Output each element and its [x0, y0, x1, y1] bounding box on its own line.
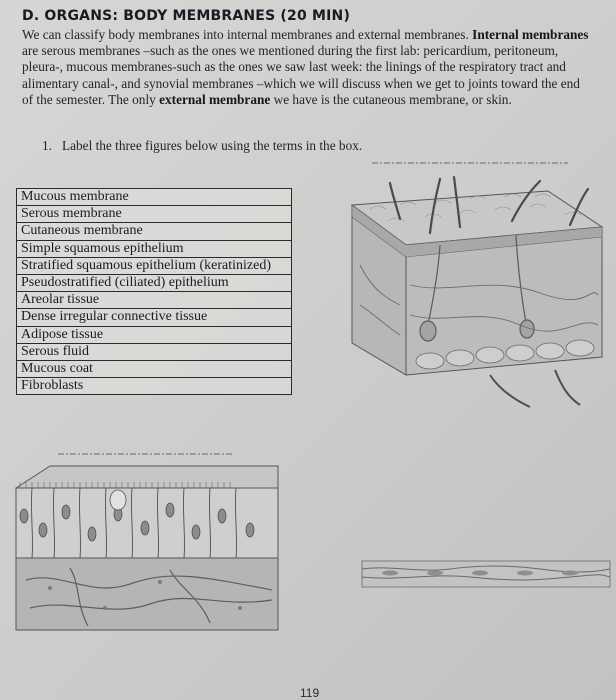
squamous-figure	[360, 555, 612, 595]
term-item: Dense irregular connective tissue	[17, 309, 291, 326]
intro-bold-external: external membrane	[159, 91, 271, 107]
term-item: Pseudostratified (ciliated) epithelium	[17, 275, 291, 292]
term-item: Serous fluid	[17, 344, 291, 361]
intro-bold-internal: Internal membranes	[472, 27, 589, 42]
skin-figure	[340, 175, 610, 415]
term-item: Areolar tissue	[17, 292, 291, 309]
question-text: Label the three figures below using the terms in the box.	[62, 138, 363, 153]
intro-text-3: we have is the cutaneous membrane, or skin.	[270, 91, 512, 107]
figure-caption-rule	[58, 451, 238, 457]
term-item: Simple squamous epithelium	[17, 241, 291, 258]
intro-text-2: are serous membranes –such as the ones we mentioned during the first lab: pericardium, peritoneum, pleura-, mucous membranes-such as the ones we saw last week: the linings of the respiratory tract and alimentary canal-, and synovial membranes –which we will discuss when we get to joints toward the end of the semester. The only	[22, 43, 580, 107]
intro-paragraph	[22, 27, 594, 108]
section-heading: D. ORGANS: BODY MEMBRANES (20 MIN)	[22, 8, 351, 24]
pseudostratified-figure	[10, 458, 285, 648]
question-1	[42, 138, 362, 154]
term-item: Serous membrane	[17, 206, 291, 223]
term-item: Adipose tissue	[17, 327, 291, 344]
term-item: Stratified squamous epithelium (keratinized)	[17, 258, 291, 275]
terms-box	[16, 188, 292, 395]
question-number: 1.	[42, 138, 52, 153]
term-item: Cutaneous membrane	[17, 223, 291, 240]
term-item: Mucous membrane	[17, 189, 291, 206]
intro-text-1: We can classify body membranes into internal membranes and external membranes.	[22, 27, 473, 42]
page-number: 119	[300, 686, 320, 700]
term-item: Mucous coat	[17, 361, 291, 378]
figure-caption-rule	[372, 160, 572, 166]
term-item: Fibroblasts	[21, 378, 84, 394]
